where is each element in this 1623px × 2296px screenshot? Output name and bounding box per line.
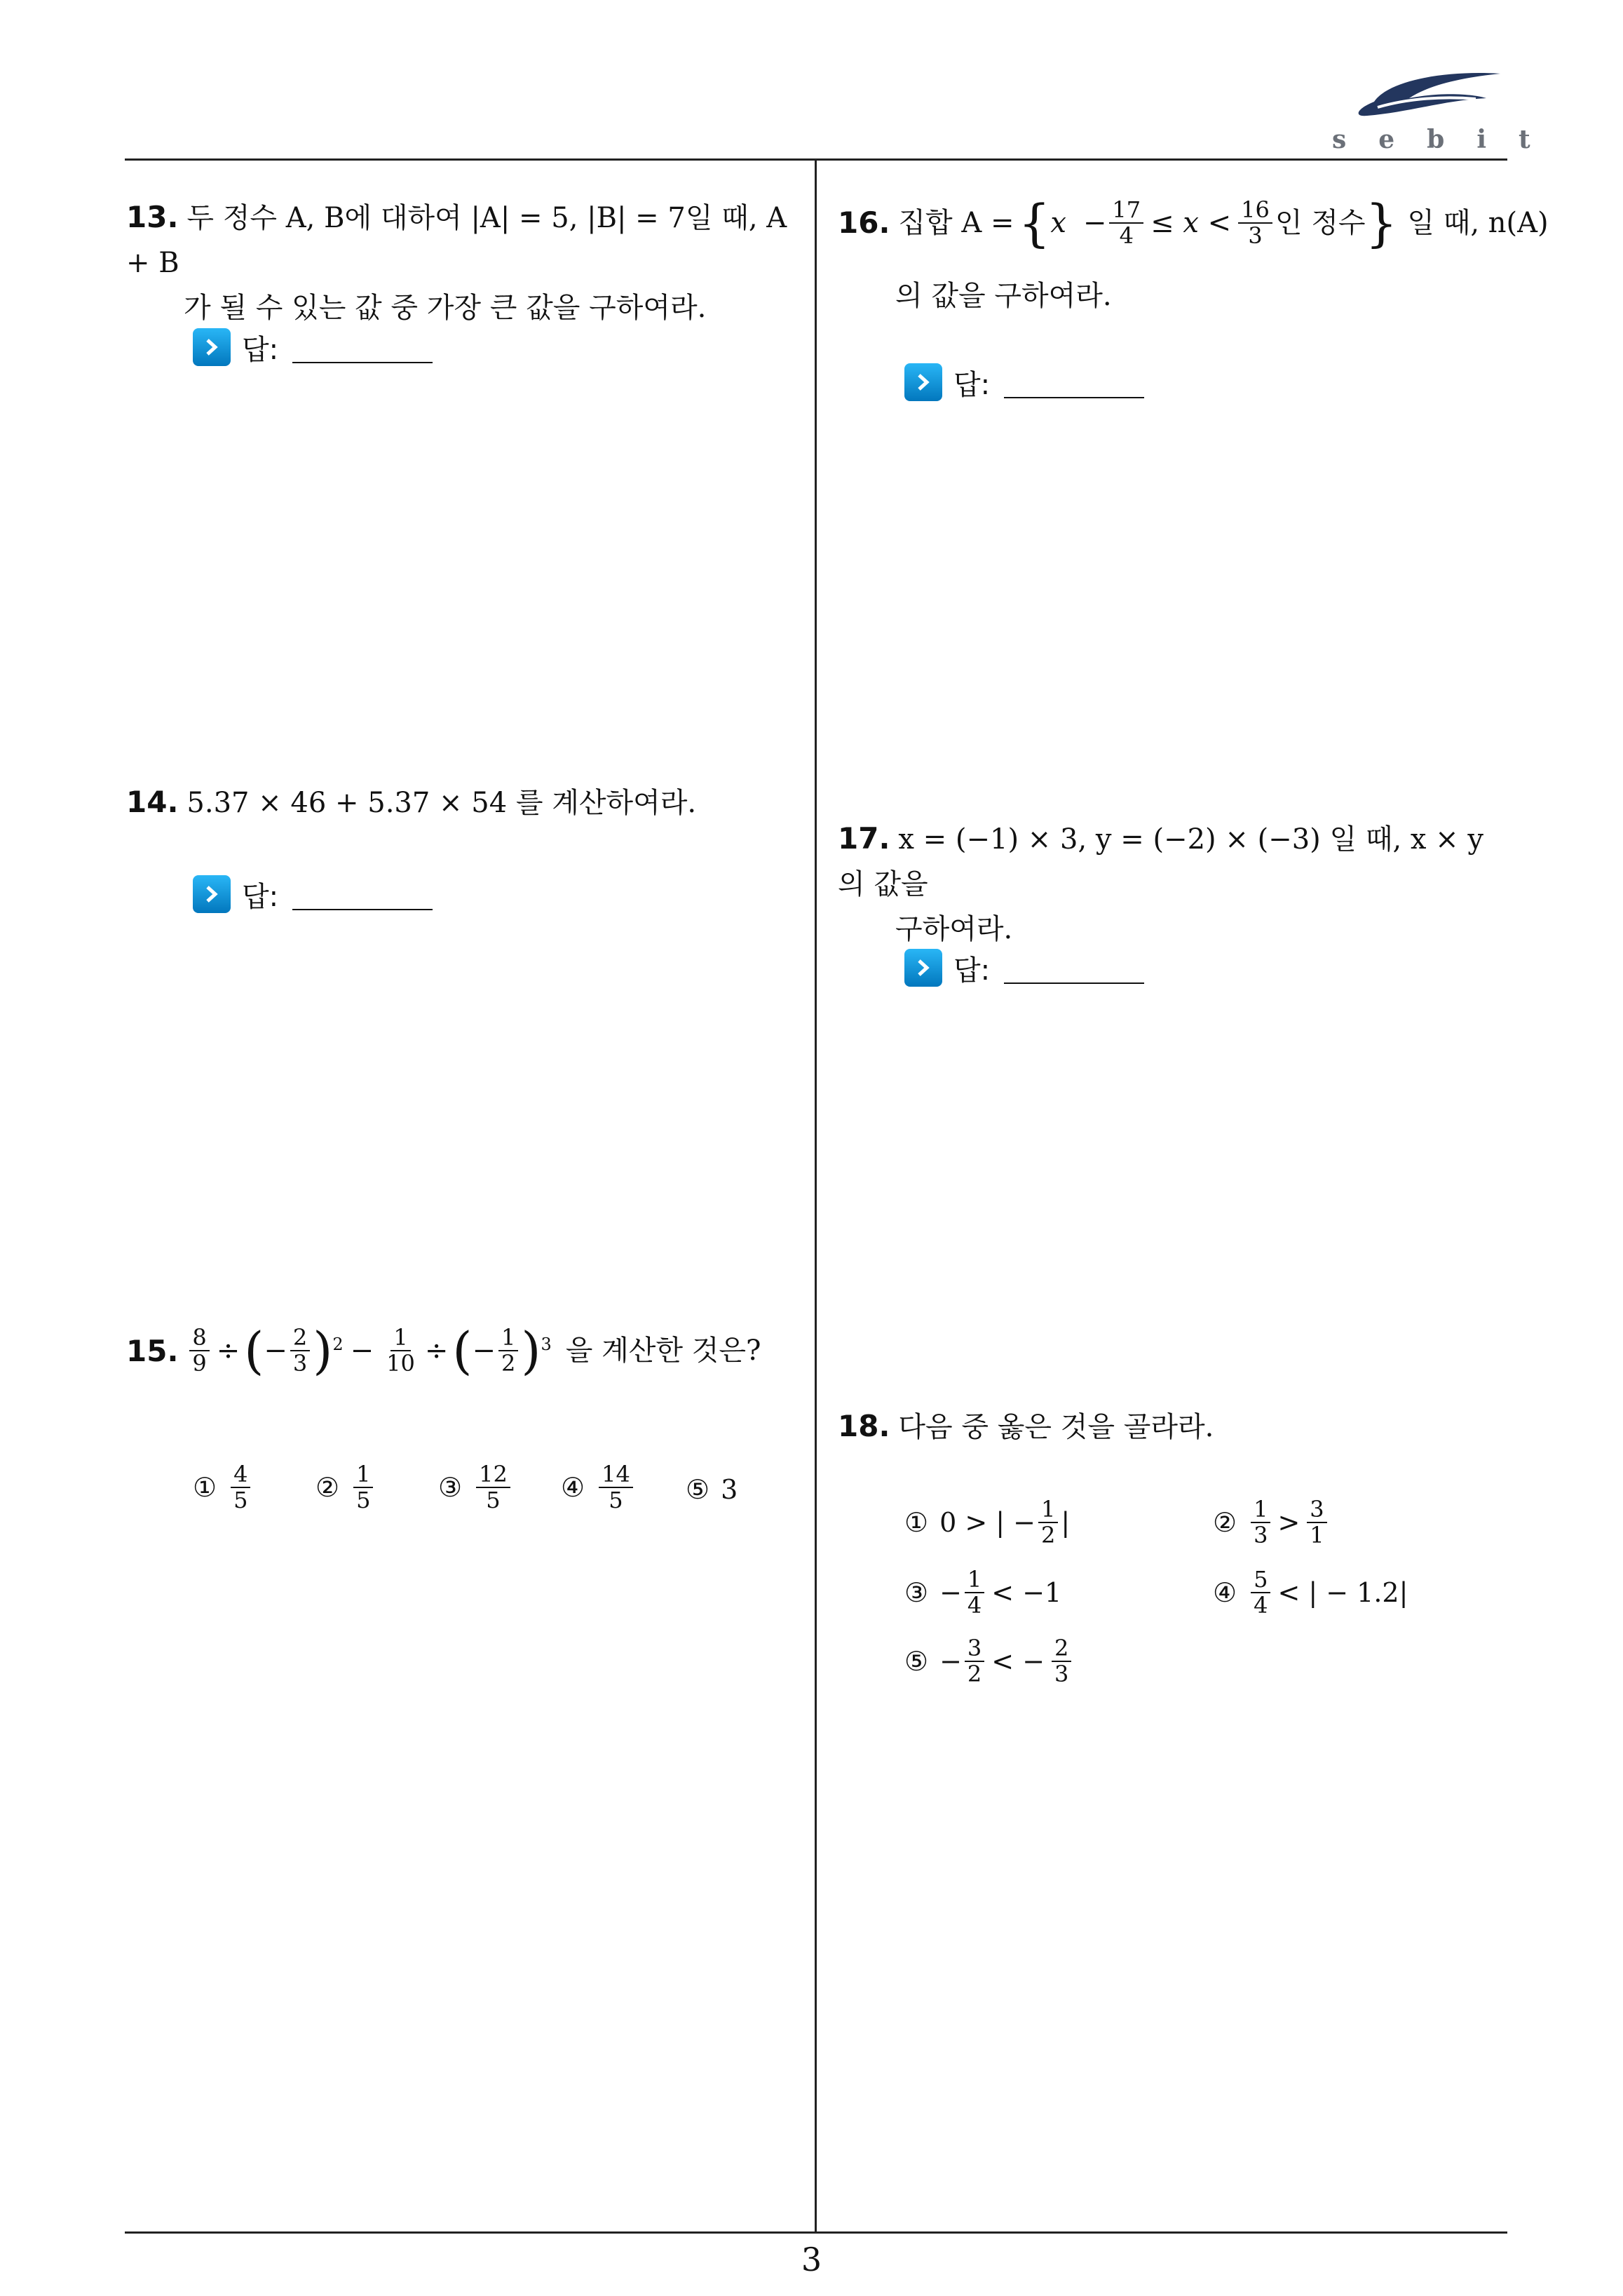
fraction: $\frac{16}{3}$ (1238, 198, 1272, 248)
question-text: 두 정수 A, B에 대하여 |A| = 5, |B| = 7일 때, A + B (126, 202, 787, 280)
choice-2[interactable]: ② $\frac{1}{5}$ (315, 1462, 376, 1513)
question-15: 15. $\frac{8}{9}$ ÷ ( − $\frac{2}{3}$ ) 2 − $\frac{1}{10}$ ÷ ( − $\frac{1}{2}$ ) 3 을 계산한 것은? (126, 1321, 761, 1381)
question-18 (838, 1403, 1511, 1450)
fraction: $\frac{1}{10}$ (386, 1324, 415, 1377)
answer-label: 답: (242, 880, 279, 913)
page-number: 3 (801, 2241, 822, 2278)
answer-blank[interactable] (1004, 952, 1144, 984)
choice-4[interactable]: ④ $\frac{14}{5}$ (561, 1462, 636, 1513)
answer-blank[interactable] (292, 878, 433, 910)
fraction: $\frac{1}{2}$ (498, 1325, 518, 1376)
question-17 (838, 815, 1511, 952)
column-divider (815, 158, 817, 2233)
answer-label: 답: (242, 333, 279, 366)
choice-5[interactable]: ⑤ − $\frac{3}{2}$ < − $\frac{2}{3}$ (904, 1636, 1074, 1687)
chevron-right-icon (193, 875, 231, 913)
answer-blank[interactable] (1004, 366, 1144, 398)
answer-label: 답: (953, 368, 991, 401)
footer-rule (125, 2231, 1507, 2234)
choice-5[interactable]: ⑤ 3 (686, 1474, 738, 1505)
choice-3[interactable]: ③ $\frac{12}{5}$ (438, 1462, 513, 1513)
choice-4[interactable]: ④ $\frac{5}{4}$ < | − 1.2| (1213, 1566, 1408, 1619)
question-number: 18. (838, 1409, 890, 1443)
question-13 (126, 194, 806, 330)
answer-16[interactable] (904, 358, 1144, 407)
answer-17[interactable] (904, 943, 1144, 992)
choice-2[interactable]: ② $\frac{1}{3}$ > $\frac{3}{1}$ (1213, 1497, 1330, 1548)
question-text: 가 될 수 있는 값 중 가장 큰 값을 구하여라. (184, 292, 707, 325)
choice-1[interactable]: ① $\frac{4}{5}$ (193, 1462, 253, 1513)
question-number: 13. (126, 200, 179, 234)
answer-label: 답: (953, 954, 991, 987)
logo-text: sebit (1332, 125, 1563, 154)
answer-14[interactable] (193, 870, 433, 919)
chevron-right-icon (193, 328, 231, 366)
question-number: 16. (838, 205, 890, 241)
question-text: 5.37 × 46 + 5.37 × 54 를 계산하여라. (186, 787, 697, 819)
answer-blank[interactable] (292, 331, 433, 363)
question-text: 구하여라. (895, 913, 1013, 946)
question-text: 을 계산한 것은? (565, 1335, 761, 1368)
question-16: 16. 집합 A = { x − $\frac{17}{4}$ ≤ x < $\frac{16}{3}$ 인 정수 } 일 때, n(A) (838, 194, 1549, 252)
question-text: 의 값을 구하여라. (895, 280, 1112, 312)
question-number: 14. (126, 785, 179, 819)
fraction: $\frac{17}{4}$ (1109, 198, 1143, 248)
choice-1[interactable]: ① 0 > | − $\frac{1}{2}$ | (904, 1496, 1071, 1549)
choice-3[interactable]: ③ − $\frac{1}{4}$ < −1 (904, 1566, 1062, 1619)
question-number: 17. (838, 821, 890, 856)
fraction: $\frac{8}{9}$ (189, 1325, 209, 1376)
question-text: x = (−1) × 3, y = (−2) × (−3) 일 때, x × y 의 값을 (838, 823, 1483, 901)
question-text: 다음 중 옳은 것을 골라라. (898, 1411, 1214, 1443)
question-number: 15. (126, 1333, 179, 1368)
chevron-right-icon (904, 363, 942, 401)
question-14 (126, 778, 806, 825)
answer-13[interactable] (193, 323, 433, 372)
fraction: $\frac{2}{3}$ (290, 1325, 310, 1376)
chevron-right-icon (904, 949, 942, 987)
